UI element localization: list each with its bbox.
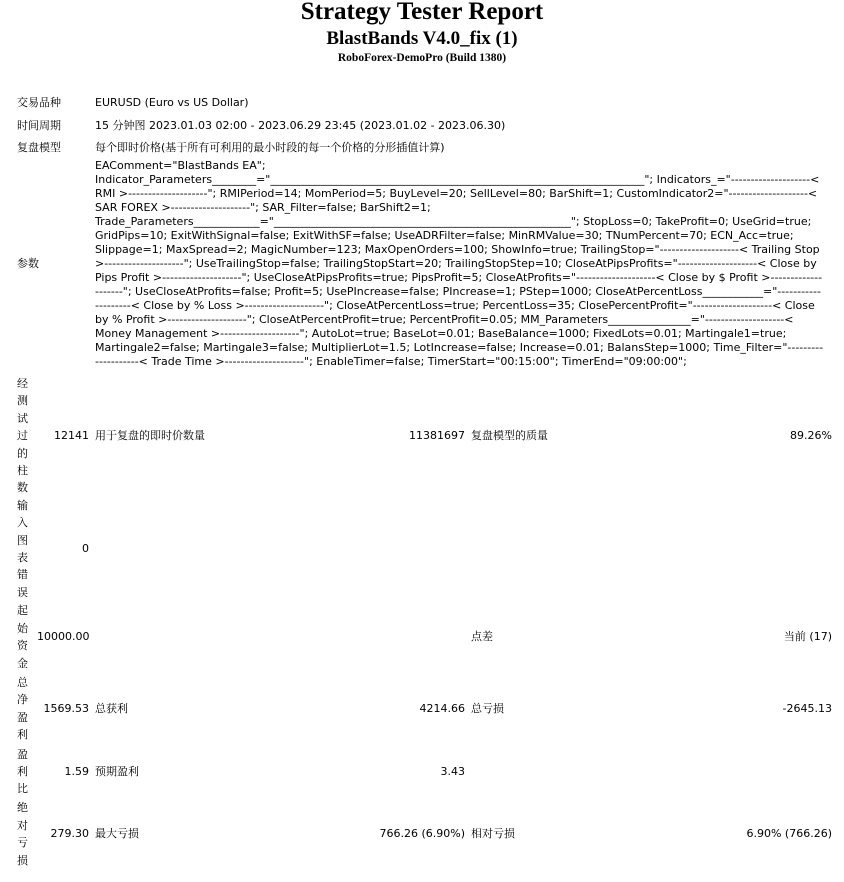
row-drawdown [17,799,832,869]
absolute-drawdown-label: 绝对亏损 [17,801,28,867]
profit-factor-value: 1.59 [64,764,89,778]
row-profit-factor [17,744,832,799]
row-model [17,137,832,159]
period-value: 15 分钟图 2023.01.03 02:00 - 2023.06.29 23:45 (2023.01.02 - 2023.06.30) [95,118,506,132]
row-bars [17,375,832,497]
row-net-profit [17,673,832,744]
relative-drawdown-value: 6.90% (766.26) [746,827,832,841]
ticks-value: 11381697 [409,428,465,442]
row-deposit [17,601,832,673]
symbol-value: EURUSD (Euro vs US Dollar) [95,95,249,109]
maximal-drawdown-value: 766.26 (6.90%) [379,827,465,841]
expected-payoff-value: 3.43 [440,764,465,778]
quality-value: 89.26% [790,428,832,442]
ticks-label: 用于复盘的即时价数量 [95,428,205,442]
row-parameters [17,159,832,369]
parameters-value: EAComment="BlastBands EA"; Indicator_Parameters________="____________________________________________________________________"; Indicators_="--------------------< RMI >--------------------"; RMIPeriod=14; MomPeriod=5; BuyLevel=20; SellLevel=80; BarShift=1; CustomIndicator2="--------------------< SAR FOREX >--------------------"; SAR_Filter=false; BarShift2=1; Trade_Parameters____________="______________________________________________________"; StopLoss=0; TakeProfit=0; UseGrid=true; GridPips=10; ExitWithSignal=false; ExitWithSF=false; UseADRFilter=false; MinRMValue=30; TNumPercent=70; ECN_Acc=true; Slippage=1; MaxSpread=2; MagicNumber=123; MaxOpenOrders=100; ShowInfo=true; TrailingStop="--------------------< Trailing Stop >--------------------"; UseTrailingStop=false; TrailingStopStart=20; TrailingStopStep=10; CloseAtPipsProfits="--------------------< Close by Pips Profit >--------------------"; UseCloseAtPipsProfits=true; PipsProfit=5; CloseAtProfits="--------------------< Close by $ Profit >--------------------"; UseCloseAtProfits=false; Profit=5; UsePIncrease=false; PIncrease=1; PStep=1000; CloseAtPercentLoss___________="--------------------< Close by % Loss >--------------------"; CloseAtPercentLoss=true; PercentLoss=35; ClosePercentProfit="--------------------< Close by % Profit >--------------------"; CloseAtPercentProfit=true; PercentProfit=0.05; MM_Parameters_______________="--------------------< Money Management >--------------------"; AutoLot=true; BaseLot=0.01; BaseBalance=1000; FixedLots=0.01; Martingale1=true; Martingale2=false; Martingale3=false; MultiplierLot=1.5; LotIncrease=false; Increase=0.01; BalansStep=1000; Time_Filter="--------------------< Trade Time >--------------------"; EnableTimer=false; TimerStart="00:15:00"; TimerEnd="09:00:00"; [95,159,824,368]
row-errors [17,497,832,601]
expected-payoff-label: 预期盈利 [95,764,139,778]
gross-loss-label: 总亏损 [471,701,504,715]
bars-label: 经测试过的柱数 [17,377,28,495]
net-profit-label: 总净盈利 [17,675,28,742]
model-label: 复盘模型 [17,141,61,154]
gross-loss-value: -2645.13 [782,701,832,715]
report-table [17,91,832,869]
errors-value: 0 [82,542,89,556]
relative-drawdown-label: 相对亏损 [471,827,515,841]
quality-label: 复盘模型的质量 [471,428,548,442]
gross-profit-label: 总获利 [95,701,128,715]
gross-profit-value: 4214.66 [419,701,465,715]
spread-value: 当前 (17) [783,630,832,644]
net-profit-value: 1569.53 [43,701,89,715]
symbol-label: 交易品种 [17,95,61,109]
absolute-drawdown-value: 279.30 [50,827,89,841]
profit-factor-label: 盈利比 [17,747,28,796]
expert-name: BlastBands V4.0_fix (1) [326,28,518,49]
errors-label: 输入图表错误 [17,498,28,599]
bars-value: 12141 [54,428,89,442]
period-label: 时间周期 [17,118,61,132]
model-value: 每个即时价格(基于所有可利用的最小时段的每一个价格的分形插值计算) [95,141,445,154]
row-symbol [17,91,832,114]
maximal-drawdown-label: 最大亏损 [95,827,139,841]
row-period [17,114,832,137]
deposit-label: 起始资金 [17,604,28,670]
report-title: Strategy Tester Report [300,0,544,25]
deposit-value: 10000.00 [37,630,90,644]
parameters-label: 参数 [17,257,39,270]
spread-label: 点差 [471,630,493,644]
server-build: RoboForex-DemoPro (Build 1380) [337,52,507,64]
